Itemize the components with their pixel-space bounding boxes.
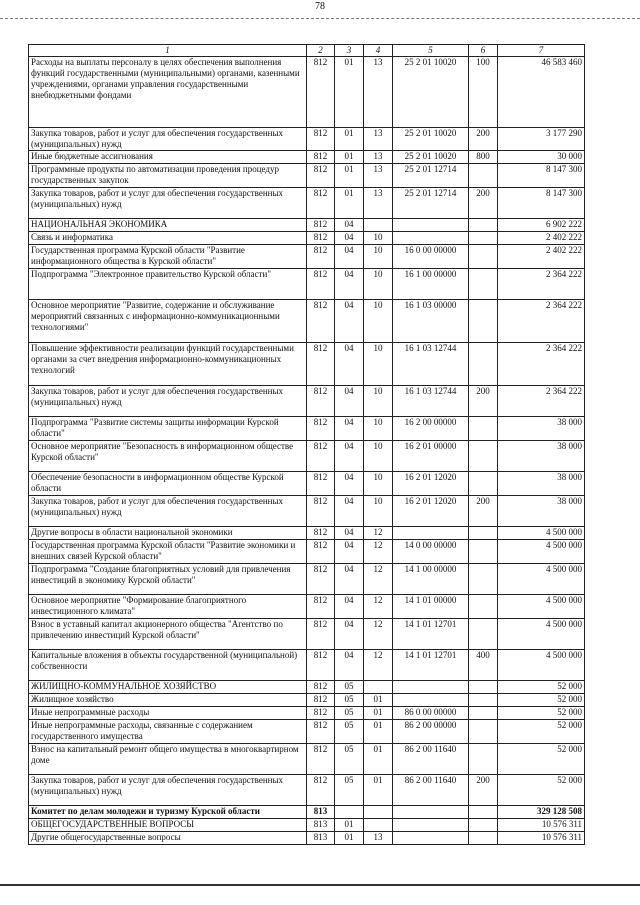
row-section-code: 04 — [335, 472, 364, 496]
row-target-code — [393, 232, 469, 245]
column-number: 4 — [364, 45, 393, 57]
row-amount: 46 583 460 — [498, 57, 585, 128]
row-section-code: 04 — [335, 441, 364, 472]
row-target-code: 25 2 01 10020 — [393, 57, 469, 128]
row-section-code — [335, 806, 364, 819]
row-subsection-code — [364, 819, 393, 832]
row-subsection-code: 13 — [364, 57, 393, 128]
row-amount: 10 576 311 — [498, 819, 585, 832]
scan-border-bottom — [0, 884, 640, 886]
row-section-code: 01 — [335, 832, 364, 845]
row-subsection-code: 10 — [364, 343, 393, 386]
table-row — [29, 219, 585, 232]
row-expense-type — [469, 819, 498, 832]
row-subsection-code — [364, 806, 393, 819]
row-name: Основное мероприятие "Формирование благоприятного инвестиционного климата" — [29, 595, 307, 619]
row-subsection-code: 10 — [364, 441, 393, 472]
row-name: Государственная программа Курской области "Развитие информационного общества в Курской области" — [29, 245, 307, 269]
table-row — [29, 441, 585, 472]
row-name: Иные непрограммные расходы, связанные с содержанием государственного имущества — [29, 720, 307, 744]
row-amount: 10 576 311 — [498, 832, 585, 845]
row-name: Обеспечение безопасности в информационном обществе Курской области — [29, 472, 307, 496]
table-row — [29, 650, 585, 681]
row-name: Связь и информатика — [29, 232, 307, 245]
row-name: Основное мероприятие "Развитие, содержание и обслуживание мероприятий связанных с информационно-коммуникационными технологиями" — [29, 300, 307, 343]
row-name: Повышение эффективности реализации функций государственными органами за счет внедрения информационно-коммуникационных технологий — [29, 343, 307, 386]
row-section-code: 05 — [335, 707, 364, 720]
row-expense-type: 200 — [469, 128, 498, 151]
row-expense-type: 200 — [469, 188, 498, 219]
table-row — [29, 832, 585, 845]
table-row — [29, 806, 585, 819]
row-target-code: 16 2 01 12020 — [393, 472, 469, 496]
column-number: 3 — [335, 45, 364, 57]
row-amount: 4 500 000 — [498, 595, 585, 619]
row-subsection-code: 10 — [364, 386, 393, 417]
row-admin-code: 812 — [307, 245, 335, 269]
row-expense-type — [469, 245, 498, 269]
row-subsection-code: 10 — [364, 300, 393, 343]
row-target-code: 25 2 01 12714 — [393, 188, 469, 219]
table-row — [29, 619, 585, 650]
row-name: Жилищное хозяйство — [29, 694, 307, 707]
row-subsection-code: 10 — [364, 269, 393, 300]
row-section-code: 04 — [335, 300, 364, 343]
row-subsection-code: 10 — [364, 496, 393, 527]
column-number: 5 — [393, 45, 469, 57]
row-target-code: 16 1 03 12744 — [393, 343, 469, 386]
row-section-code: 04 — [335, 619, 364, 650]
table-row — [29, 496, 585, 527]
table-row — [29, 151, 585, 164]
row-name: Закупка товаров, работ и услуг для обеспечения государственных (муниципальных) нужд — [29, 128, 307, 151]
row-subsection-code: 13 — [364, 832, 393, 845]
row-subsection-code: 12 — [364, 527, 393, 540]
table-row — [29, 300, 585, 343]
row-name: Иные бюджетные ассигнования — [29, 151, 307, 164]
row-target-code: 25 2 01 12714 — [393, 164, 469, 188]
row-section-code: 01 — [335, 151, 364, 164]
row-admin-code: 812 — [307, 564, 335, 595]
row-subsection-code: 01 — [364, 720, 393, 744]
page-number: 78 — [315, 1, 325, 12]
table-row — [29, 681, 585, 694]
row-amount: 2 402 222 — [498, 232, 585, 245]
row-admin-code: 812 — [307, 386, 335, 417]
row-expense-type — [469, 832, 498, 845]
row-amount: 52 000 — [498, 744, 585, 775]
row-section-code: 05 — [335, 720, 364, 744]
row-section-code: 04 — [335, 527, 364, 540]
row-admin-code: 812 — [307, 496, 335, 527]
row-section-code: 01 — [335, 188, 364, 219]
row-admin-code: 812 — [307, 164, 335, 188]
row-target-code — [393, 806, 469, 819]
row-admin-code: 813 — [307, 819, 335, 832]
row-section-code: 04 — [335, 496, 364, 527]
row-subsection-code: 13 — [364, 164, 393, 188]
row-subsection-code: 10 — [364, 417, 393, 441]
row-target-code — [393, 832, 469, 845]
row-expense-type — [469, 595, 498, 619]
row-name: Другие вопросы в области национальной экономики — [29, 527, 307, 540]
column-number: 2 — [307, 45, 335, 57]
row-expense-type: 100 — [469, 57, 498, 128]
table-row — [29, 188, 585, 219]
row-section-code: 04 — [335, 269, 364, 300]
row-admin-code: 812 — [307, 57, 335, 128]
row-amount: 2 364 222 — [498, 300, 585, 343]
row-section-code: 04 — [335, 595, 364, 619]
row-target-code: 14 0 00 00000 — [393, 540, 469, 564]
row-amount: 2 364 222 — [498, 386, 585, 417]
row-expense-type: 200 — [469, 386, 498, 417]
row-target-code — [393, 819, 469, 832]
row-section-code: 04 — [335, 417, 364, 441]
row-section-code: 04 — [335, 564, 364, 595]
row-amount: 38 000 — [498, 472, 585, 496]
table-row — [29, 527, 585, 540]
table-row — [29, 386, 585, 417]
row-admin-code: 812 — [307, 775, 335, 806]
row-subsection-code: 12 — [364, 650, 393, 681]
row-section-code: 04 — [335, 650, 364, 681]
row-target-code: 14 1 01 00000 — [393, 595, 469, 619]
table-row — [29, 164, 585, 188]
budget-table-body — [29, 45, 585, 845]
row-name: ЖИЛИЩНО-КОММУНАЛЬНОЕ ХОЗЯЙСТВО — [29, 681, 307, 694]
row-admin-code: 812 — [307, 232, 335, 245]
row-section-code: 01 — [335, 128, 364, 151]
row-expense-type — [469, 744, 498, 775]
row-subsection-code: 13 — [364, 188, 393, 219]
row-target-code: 16 1 03 00000 — [393, 300, 469, 343]
row-admin-code: 812 — [307, 540, 335, 564]
row-section-code: 04 — [335, 232, 364, 245]
row-name: ОБЩЕГОСУДАРСТВЕННЫЕ ВОПРОСЫ — [29, 819, 307, 832]
row-admin-code: 812 — [307, 472, 335, 496]
row-subsection-code — [364, 681, 393, 694]
row-section-code: 05 — [335, 775, 364, 806]
row-subsection-code: 13 — [364, 151, 393, 164]
row-expense-type: 200 — [469, 496, 498, 527]
table-row — [29, 595, 585, 619]
row-name: Подпрограмма "Электронное правительство Курской области" — [29, 269, 307, 300]
row-expense-type: 800 — [469, 151, 498, 164]
row-name: Комитет по делам молодежи и туризму Курской области — [29, 806, 307, 819]
row-name: Закупка товаров, работ и услуг для обеспечения государственных (муниципальных) нужд — [29, 775, 307, 806]
row-admin-code: 812 — [307, 128, 335, 151]
row-admin-code: 812 — [307, 188, 335, 219]
table-row — [29, 819, 585, 832]
row-subsection-code: 01 — [364, 694, 393, 707]
row-target-code: 86 2 00 11640 — [393, 744, 469, 775]
row-admin-code: 812 — [307, 441, 335, 472]
row-expense-type — [469, 300, 498, 343]
row-expense-type — [469, 164, 498, 188]
row-expense-type: 200 — [469, 775, 498, 806]
row-amount: 6 902 222 — [498, 219, 585, 232]
row-amount: 2 364 222 — [498, 343, 585, 386]
table-row — [29, 694, 585, 707]
column-number-row — [29, 45, 585, 57]
row-name: Закупка товаров, работ и услуг для обеспечения государственных (муниципальных) нужд — [29, 496, 307, 527]
row-section-code: 01 — [335, 57, 364, 128]
row-expense-type — [469, 720, 498, 744]
row-target-code — [393, 219, 469, 232]
row-admin-code: 812 — [307, 650, 335, 681]
row-expense-type — [469, 343, 498, 386]
table-row — [29, 343, 585, 386]
row-section-code: 04 — [335, 219, 364, 232]
row-amount: 52 000 — [498, 775, 585, 806]
table-row — [29, 775, 585, 806]
row-target-code — [393, 681, 469, 694]
row-target-code: 14 1 00 00000 — [393, 564, 469, 595]
row-admin-code: 812 — [307, 343, 335, 386]
table-row — [29, 707, 585, 720]
row-name: Другие общегосударственные вопросы — [29, 832, 307, 845]
row-admin-code: 812 — [307, 707, 335, 720]
row-section-code: 01 — [335, 164, 364, 188]
row-amount: 38 000 — [498, 441, 585, 472]
row-amount: 4 500 000 — [498, 650, 585, 681]
table-row — [29, 128, 585, 151]
row-admin-code: 812 — [307, 269, 335, 300]
row-target-code: 25 2 01 10020 — [393, 128, 469, 151]
row-admin-code: 812 — [307, 151, 335, 164]
row-section-code: 05 — [335, 694, 364, 707]
table-row — [29, 720, 585, 744]
row-amount: 2 402 222 — [498, 245, 585, 269]
row-name: Взнос на капитальный ремонт общего имущества в многоквартирном доме — [29, 744, 307, 775]
row-amount: 38 000 — [498, 496, 585, 527]
row-name: Закупка товаров, работ и услуг для обеспечения государственных (муниципальных) нужд — [29, 188, 307, 219]
row-amount: 8 147 300 — [498, 164, 585, 188]
row-target-code: 86 2 00 00000 — [393, 720, 469, 744]
row-name: Государственная программа Курской области "Развитие экономики и внешних связей Курской области" — [29, 540, 307, 564]
row-subsection-code: 12 — [364, 564, 393, 595]
row-admin-code: 812 — [307, 300, 335, 343]
row-admin-code: 812 — [307, 619, 335, 650]
row-admin-code: 813 — [307, 832, 335, 845]
row-name: Закупка товаров, работ и услуг для обеспечения государственных (муниципальных) нужд — [29, 386, 307, 417]
row-name: Подпрограмма "Развитие системы защиты информации Курской области" — [29, 417, 307, 441]
row-admin-code: 813 — [307, 806, 335, 819]
row-expense-type — [469, 472, 498, 496]
row-subsection-code — [364, 219, 393, 232]
row-admin-code: 812 — [307, 219, 335, 232]
row-subsection-code: 10 — [364, 472, 393, 496]
row-amount: 38 000 — [498, 417, 585, 441]
row-target-code: 14 1 01 12701 — [393, 619, 469, 650]
row-expense-type — [469, 681, 498, 694]
row-name: Иные непрограммные расходы — [29, 707, 307, 720]
row-expense-type — [469, 694, 498, 707]
row-amount: 52 000 — [498, 707, 585, 720]
row-admin-code: 812 — [307, 527, 335, 540]
row-admin-code: 812 — [307, 720, 335, 744]
row-expense-type — [469, 232, 498, 245]
row-expense-type — [469, 806, 498, 819]
row-section-code: 05 — [335, 744, 364, 775]
budget-table — [28, 44, 585, 845]
column-number: 7 — [498, 45, 585, 57]
row-target-code: 25 2 01 10020 — [393, 151, 469, 164]
table-row — [29, 57, 585, 128]
column-number: 6 — [469, 45, 498, 57]
row-name: Взнос в уставный капитал акционерного общества "Агентство по привлечению инвестиций Курской области" — [29, 619, 307, 650]
row-amount: 8 147 300 — [498, 188, 585, 219]
row-name: Расходы на выплаты персоналу в целях обеспечения выполнения функций государственными (муниципальными) органами, казенными учреждениями, органами управления государственными внебюджетными фондами — [29, 57, 307, 128]
row-expense-type — [469, 707, 498, 720]
table-row — [29, 744, 585, 775]
table-row — [29, 564, 585, 595]
row-target-code: 16 1 00 00000 — [393, 269, 469, 300]
row-subsection-code: 12 — [364, 540, 393, 564]
row-expense-type — [469, 564, 498, 595]
row-section-code: 04 — [335, 386, 364, 417]
row-name: Подпрограмма "Создание благоприятных условий для привлечения инвестиций в экономику Курской области" — [29, 564, 307, 595]
table-row — [29, 472, 585, 496]
row-name: НАЦИОНАЛЬНАЯ ЭКОНОМИКА — [29, 219, 307, 232]
row-expense-type: 400 — [469, 650, 498, 681]
row-expense-type — [469, 527, 498, 540]
row-target-code: 16 2 01 12020 — [393, 496, 469, 527]
row-target-code: 86 2 00 11640 — [393, 775, 469, 806]
row-expense-type — [469, 219, 498, 232]
row-name: Капитальные вложения в объекты государственной (муниципальной) собственности — [29, 650, 307, 681]
row-admin-code: 812 — [307, 744, 335, 775]
row-target-code — [393, 527, 469, 540]
row-subsection-code: 01 — [364, 744, 393, 775]
row-target-code: 14 1 01 12701 — [393, 650, 469, 681]
row-admin-code: 812 — [307, 681, 335, 694]
row-subsection-code: 01 — [364, 775, 393, 806]
row-target-code: 16 1 03 12744 — [393, 386, 469, 417]
row-amount: 329 128 508 — [498, 806, 585, 819]
row-amount: 4 500 000 — [498, 540, 585, 564]
table-row — [29, 232, 585, 245]
column-number: 1 — [29, 45, 307, 57]
row-subsection-code: 12 — [364, 595, 393, 619]
row-amount: 4 500 000 — [498, 619, 585, 650]
row-expense-type — [469, 441, 498, 472]
row-amount: 2 364 222 — [498, 269, 585, 300]
row-name: Основное мероприятие "Безопасность в информационном обществе Курской области" — [29, 441, 307, 472]
row-subsection-code: 10 — [364, 232, 393, 245]
row-name: Программные продукты по автоматизации проведения процедур государственных закупок — [29, 164, 307, 188]
row-target-code: 16 2 01 00000 — [393, 441, 469, 472]
row-section-code: 04 — [335, 343, 364, 386]
row-amount: 52 000 — [498, 694, 585, 707]
row-target-code: 16 2 00 00000 — [393, 417, 469, 441]
row-amount: 52 000 — [498, 720, 585, 744]
row-amount: 4 500 000 — [498, 527, 585, 540]
row-subsection-code: 10 — [364, 245, 393, 269]
row-amount: 52 000 — [498, 681, 585, 694]
row-subsection-code: 01 — [364, 707, 393, 720]
row-subsection-code: 12 — [364, 619, 393, 650]
table-row — [29, 245, 585, 269]
row-expense-type — [469, 619, 498, 650]
row-section-code: 01 — [335, 819, 364, 832]
row-expense-type — [469, 540, 498, 564]
row-target-code: 16 0 00 00000 — [393, 245, 469, 269]
row-admin-code: 812 — [307, 595, 335, 619]
scan-border-top — [0, 18, 640, 19]
row-section-code: 05 — [335, 681, 364, 694]
row-admin-code: 812 — [307, 417, 335, 441]
table-row — [29, 540, 585, 564]
row-amount: 4 500 000 — [498, 564, 585, 595]
row-target-code: 86 0 00 00000 — [393, 707, 469, 720]
row-target-code — [393, 694, 469, 707]
row-amount: 30 000 — [498, 151, 585, 164]
row-section-code: 04 — [335, 540, 364, 564]
row-subsection-code: 13 — [364, 128, 393, 151]
row-section-code: 04 — [335, 245, 364, 269]
table-row — [29, 269, 585, 300]
row-expense-type — [469, 269, 498, 300]
row-amount: 3 177 290 — [498, 128, 585, 151]
row-expense-type — [469, 417, 498, 441]
row-admin-code: 812 — [307, 694, 335, 707]
table-row — [29, 417, 585, 441]
